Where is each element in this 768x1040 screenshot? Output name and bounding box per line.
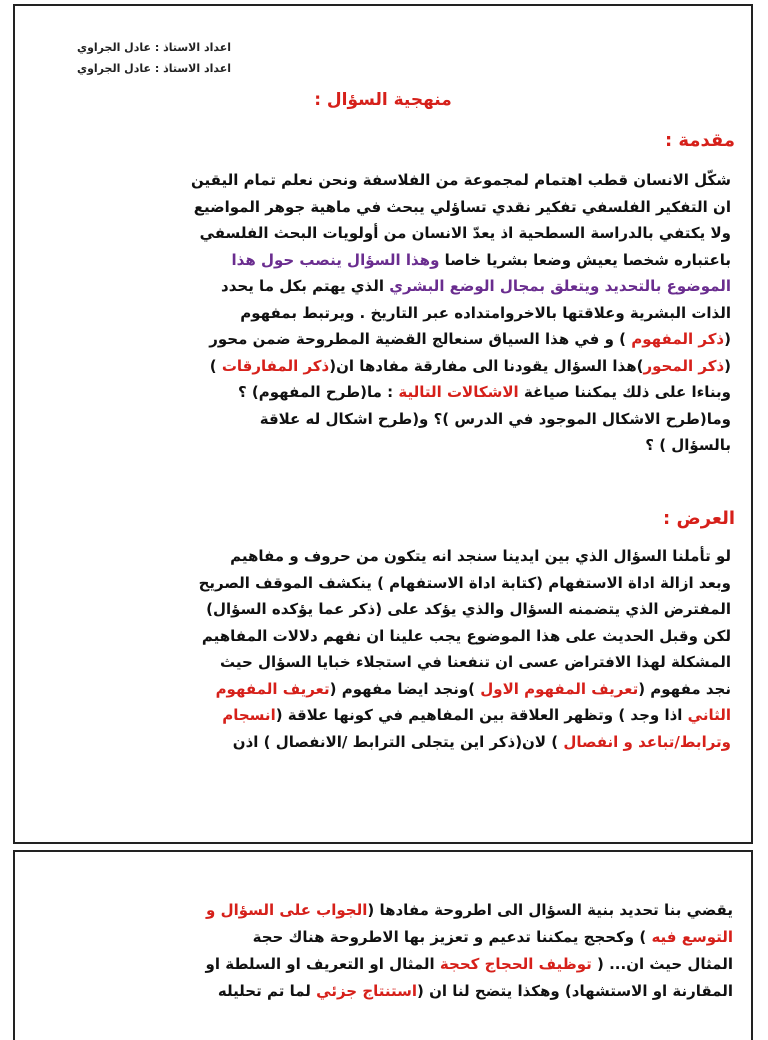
text-line <box>45 432 731 459</box>
text-run: شكّل الانسان قطب اهتمام لمجموعة من الفلاسفة ونحن نعلم تمام اليقين <box>191 171 731 189</box>
text-line <box>39 924 733 951</box>
highlighted-text: تعريف المفهوم <box>215 679 330 698</box>
text-line <box>45 326 731 353</box>
text-run: )ونجد ايضا مفهوم ( <box>329 679 481 698</box>
highlighted-text: وترابط/تباعد و انفصال <box>563 732 731 751</box>
highlighted-text: الموضوع بالتحديد ويتعلق بمجال الوضع البشري <box>389 277 731 295</box>
text-line <box>45 379 731 406</box>
text-run: ) و في هذا السياق سنعالج القضية المطروحة ضمن محور <box>209 330 632 348</box>
text-run: المثال او التعريف او السلطة او <box>205 955 440 973</box>
text-run: لو تأملنا السؤال الذي بين ايدينا سنجد انه يتكون من حروف و مفاهيم <box>230 547 731 565</box>
highlighted-text: وهذا السؤال ينصب حول هذا <box>231 250 440 269</box>
highlighted-text: الجواب على السؤال و <box>206 901 368 919</box>
highlighted-text: ذكر المفهوم <box>631 330 725 348</box>
text-line <box>45 596 731 623</box>
highlighted-text: التوسع فيه <box>651 928 733 946</box>
section-heading-introduction: مقدمة : <box>664 130 735 151</box>
text-line <box>45 273 731 300</box>
highlighted-text: الاشكالات التالية <box>398 383 519 401</box>
page-2-paragraph <box>39 897 733 1005</box>
text-run: باعتباره شخصا يعيش وضعا بشريا خاصا <box>439 250 731 269</box>
text-line <box>39 951 733 978</box>
text-line <box>45 353 731 380</box>
text-run: الذات البشرية وعلاقتها بالاخروامتداده عبر التاريخ . ويرتبط بمفهوم <box>240 303 731 322</box>
page-title: منهجية السؤال : <box>314 90 452 110</box>
text-line <box>45 702 731 729</box>
text-run: المقارنة او الاستشهاد) وهكذا يتضح لنا ان ( <box>417 982 733 1000</box>
highlighted-text: الثاني <box>687 706 731 724</box>
text-line <box>45 649 731 676</box>
highlighted-text: تعريف المفهوم الاول <box>480 679 639 698</box>
text-run: : ما(طرح المفهوم) ؟ <box>237 383 399 401</box>
text-run: ) وكحجج يمكننا تدعيم و تعزيز بها الاطروحة هناك حجة <box>252 928 652 946</box>
presentation-paragraph <box>45 543 731 755</box>
text-run: يقضي بنا تحديد بنية السؤال الى اطروحة مفادها ( <box>367 901 733 919</box>
text-line <box>45 406 731 433</box>
highlighted-text: ذكر المفارقات <box>221 356 330 375</box>
text-line <box>45 543 731 570</box>
highlighted-text: استنتاج جزئي <box>316 982 418 1000</box>
text-run: ولا يكتفي بالدراسة السطحية اذ يعدّ الانسان من أولويات البحث الفلسفي <box>199 224 731 242</box>
text-run: بالسؤال ) ؟ <box>645 436 731 454</box>
text-run: ( <box>724 356 731 375</box>
section-heading-presentation: العرض : <box>663 508 735 529</box>
text-run: ان التفكير الفلسفي تفكير نقدي تساؤلي يبحث في ماهية جوهر المواضيع <box>193 197 731 216</box>
text-run: اذا وجد ) وتظهر العلاقة بين المفاهيم في كونها علاقة ( <box>275 706 688 724</box>
text-run: المفترض الذي يتضمنه السؤال والذي يؤكد على (ذكر عما يؤكده السؤال) <box>206 600 731 618</box>
document-page-1 <box>13 4 753 844</box>
text-line <box>45 623 731 650</box>
text-run: نجد مفهوم ( <box>638 679 731 698</box>
text-run: وبناءا على ذلك يمكننا صياغة <box>518 383 731 401</box>
author-line: اعداد الاستاذ : عادل الجراوي <box>76 62 231 75</box>
text-line <box>45 194 731 221</box>
text-run: لكن وقبل الحديث على هذا الموضوع يجب علينا ان نفهم دلالات المفاهيم <box>201 626 731 645</box>
text-line <box>45 247 731 274</box>
text-line <box>45 167 731 194</box>
text-line <box>45 729 731 756</box>
text-run: لما تم تحليله <box>217 982 317 1000</box>
text-line <box>45 220 731 247</box>
text-line <box>39 897 733 924</box>
text-run: ) لان(ذكر اين يتجلى الترابط /الانفصال ) اذن <box>232 732 564 751</box>
text-line <box>45 676 731 703</box>
highlighted-text: توظيف الحجاج كحجة <box>439 955 592 973</box>
text-line <box>45 300 731 327</box>
author-line: اعداد الاستاذ : عادل الجراوي <box>76 41 231 54</box>
text-run: وما(طرح الاشكال الموجود في الدرس )؟ و(طرح اشكال له علاقة <box>259 409 731 428</box>
highlighted-text: ذكر المحور <box>643 356 725 375</box>
text-run: المشكلة لهذا الافتراض عسى ان تنفعنا في استجلاء خبايا السؤال حيث <box>219 653 731 671</box>
text-run: ) <box>209 356 222 375</box>
text-run: وبعد ازالة اداة الاستفهام (كتابة اداة الاستفهام ) ينكشف الموقف الصريح <box>198 573 731 592</box>
text-run: ( <box>724 330 731 348</box>
highlighted-text: انسجام <box>222 706 276 724</box>
text-run: الذي يهتم بكل ما يحدد <box>221 277 390 295</box>
text-line <box>39 978 733 1005</box>
document-page-2 <box>13 850 753 1040</box>
text-run: )هذا السؤال يقودنا الى مفارقة مفادها ان( <box>329 356 644 375</box>
introduction-paragraph <box>45 167 731 459</box>
text-line <box>45 570 731 597</box>
text-run: المثال حيث ان... ( <box>591 955 733 973</box>
